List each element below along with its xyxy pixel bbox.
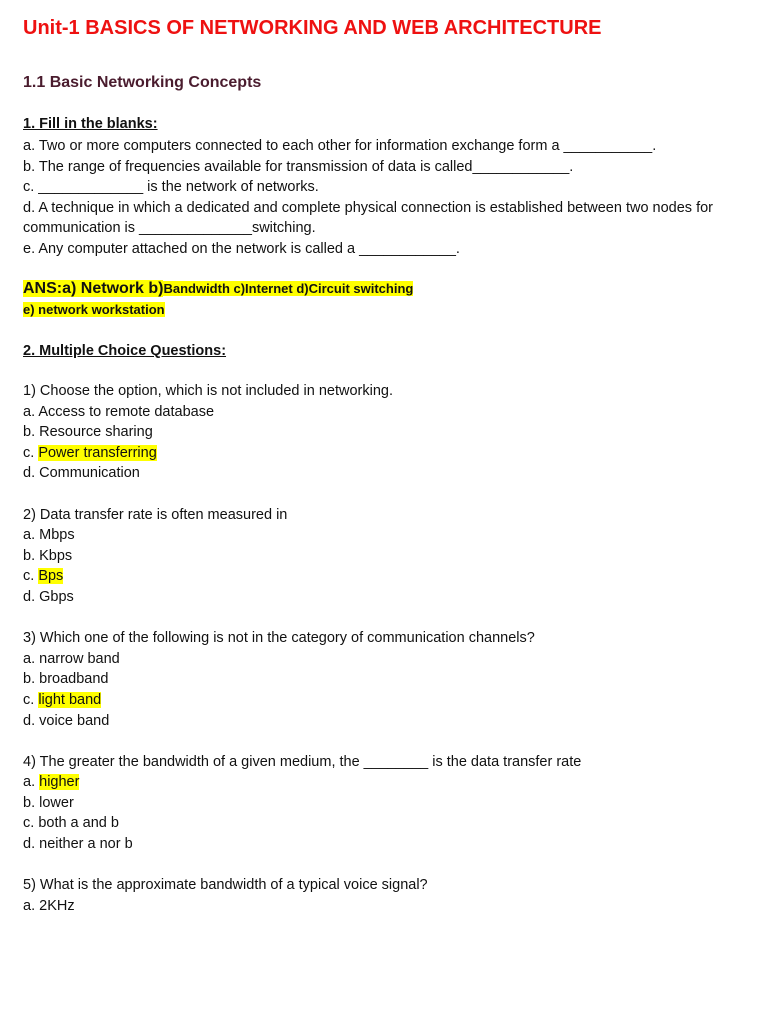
question-3 [23,628,753,752]
option: a. Mbps [23,527,75,544]
option: b. lower [23,794,74,811]
option: c. both a and b [23,815,119,832]
question-4 [23,752,753,876]
blank-spacer [23,484,753,505]
option: a. 2KHz [23,897,75,914]
option: d. Gbps [23,588,74,605]
option-correct: a. higher [23,774,80,791]
option: b. Resource sharing [23,424,153,441]
blank-spacer [23,608,753,629]
blank-line-d-cont: communication is ______________switching. [23,220,316,237]
question-1 [23,381,753,505]
highlighted-answer: Power transferring [38,444,157,461]
option: a. narrow band [23,650,120,667]
option: a. Access to remote database [23,403,215,420]
option-correct: c. light band [23,691,102,708]
mcq-heading: 2. Multiple Choice Questions: [23,343,227,359]
highlighted-answer: Bps [38,568,64,585]
section-title: 1.1 Basic Networking Concepts [23,74,262,91]
unit-title: Unit-1 BASICS OF NETWORKING AND WEB ARCHITECTURE [23,17,602,39]
highlighted-answer: light band [38,691,102,708]
fill-blanks-list [23,136,753,260]
blank-line-d: d. A technique in which a dedicated and complete physical connection is established between two nodes for [23,199,714,216]
answer-line-1 [23,280,413,298]
option-correct: c. Power transferring [23,444,157,461]
option-correct: c. Bps [23,568,64,585]
answer-prefix: ANS:a) Network b) [23,280,164,297]
option: b. broadband [23,671,109,688]
question-5 [23,875,753,916]
option: d. neither a nor b [23,836,133,853]
question-2 [23,505,753,629]
question-text: 3) Which one of the following is not in the category of communication channels? [23,630,535,647]
answer-line2-text: e) network workstation [23,302,165,317]
blank-line-a: a. Two or more computers connected to each other for information exchange form a ___________. [23,138,657,154]
mcq-list [23,381,753,916]
question-text: 5) What is the approximate bandwidth of a typical voice signal? [23,877,428,894]
highlighted-answer: higher [39,774,80,791]
blank-spacer [23,855,753,876]
answer-rest: Bandwidth c)Internet d)Circuit switching [163,281,414,296]
blank-line-e: e. Any computer attached on the network is called a ____________. [23,240,460,257]
question-text: 4) The greater the bandwidth of a given medium, the ________ is the data transfer rate [23,753,582,770]
question-text: 2) Data transfer rate is often measured in [23,506,288,523]
fill-blanks-heading: 1. Fill in the blanks: [23,116,158,132]
option: d. voice band [23,712,110,729]
option: b. Kbps [23,547,73,564]
blank-line-c: c. _____________ is the network of networks. [23,179,319,196]
option: d. Communication [23,465,140,482]
question-text: 1) Choose the option, which is not included in networking. [23,383,393,399]
answer-line-2 [23,302,165,317]
blank-spacer [23,731,753,752]
blank-line-b: b. The range of frequencies available for transmission of data is called____________. [23,158,574,175]
